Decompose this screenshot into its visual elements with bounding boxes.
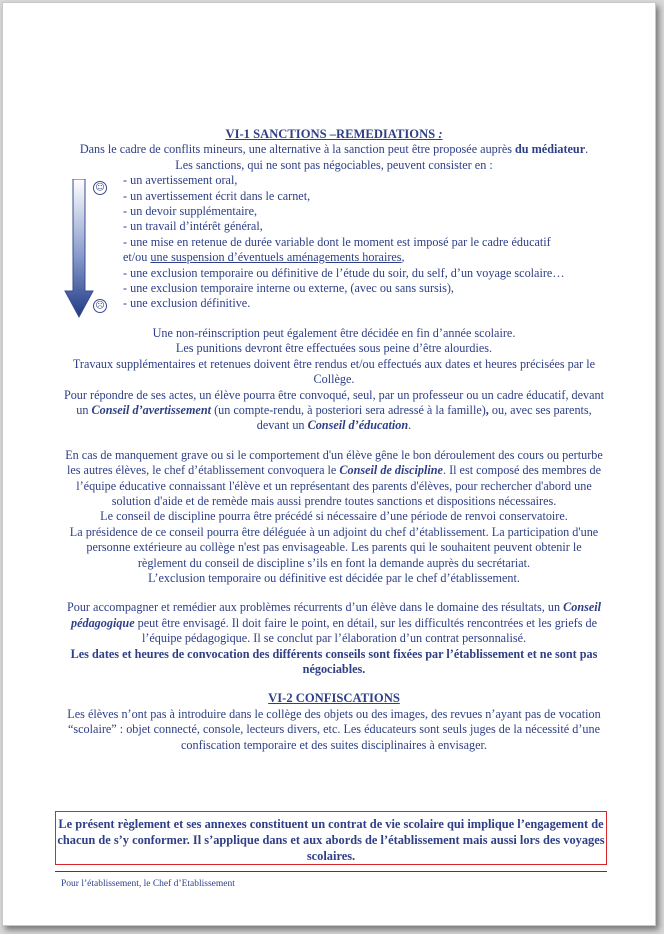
paragraph-conseil-discipline: En cas de manquement grave ou si le comportement d'un élève gêne le bon déroulement des cours ou perturbe les autres élèves, le chef d’établissement convoquera le Conseil de discipline. Il est composé des membres de l’équipe éducative connaissant l'élève et un représentant des parents d'élèves, pour rechercher d'abord une solution d'aide et de remède mais aussi prendre toutes sanctions et dispositions nécessaires. — [65, 447, 603, 508]
paragraph-confiscations: Les élèves n’ont pas à introduire dans le collège des objets ou des images, des revues n’ayant pas de vocation “scolaire” : objet connecté, console, lecteurs divers, etc. Les éducateurs sont seuls juges de la nécessité d’une confiscation temporaire et des suites disciplinaires à envisager. — [67, 706, 601, 752]
paragraph: Les punitions devront être effectuées sous peine d’être alourdies. — [175, 341, 493, 356]
sanctions-lead: Les sanctions, qui ne sont pas négociables, peuvent consister en : — [175, 157, 493, 172]
paragraph-conseil-avertissement: Pour répondre de ses actes, un élève pourra être convoqué, seul, par un professeur ou un cadre éducatif, devant un Conseil d’avertissement (un compte-rendu, à posteriori sera adressé à la famille), ou, avec ses parents, devant un Conseil d’éducation. — [63, 387, 605, 433]
footer-signature: Pour l’établissement, le Chef d’Etablissement — [61, 879, 235, 889]
sanction-item: - une exclusion temporaire ou définitive de l’étude du soir, du self, d’un voyage scolaire… — [123, 265, 565, 280]
paragraph: Travaux supplémentaires et retenues doivent être rendus et/ou effectués aux dates et heures précisées par le Collège. — [72, 356, 596, 387]
sanction-item: et/ou une suspension d’éventuels aménagements horaires, — [123, 250, 405, 265]
sanction-item: - un avertissement oral, — [123, 173, 238, 188]
sad-face-icon: ☹ — [93, 299, 107, 313]
section-title-confiscations: VI-2 CONFISCATIONS — [268, 691, 400, 706]
paragraph: Le conseil de discipline pourra être précédé si nécessaire d’une période de renvoi conservatoire. — [100, 509, 568, 524]
sanctions-intro: Dans le cadre de conflits mineurs, une alternative à la sanction peut être proposée auprès du médiateur. — [79, 142, 589, 157]
sanction-item: - un devoir supplémentaire, — [123, 204, 258, 219]
sanction-item: - un avertissement écrit dans le carnet, — [123, 188, 311, 203]
paragraph: Une non-réinscription peut également être décidée en fin d’année scolaire. — [152, 325, 516, 340]
sanction-item: - une exclusion temporaire interne ou externe, (avec ou sans sursis), — [123, 281, 454, 296]
divider — [55, 871, 607, 872]
paragraph-conseil-pedagogique: Pour accompagner et remédier aux problèmes récurrents d’un élève dans le domaine des résultats, un Conseil pédagogique peut être envisagé. Il doit faire le point, en détail, sur les difficultés rencontrées et les griefs de l’équipe pédagogique. Il se conclut par l’élaboration d’un contrat personnalisé. — [66, 600, 602, 646]
document-page — [2, 2, 656, 926]
paragraph: L’exclusion temporaire ou définitive est décidée par le chef d’établissement. — [148, 570, 520, 585]
sanctions-list — [95, 173, 607, 312]
document-body — [61, 127, 607, 753]
section-title-sanctions: VI-1 SANCTIONS –REMEDIATIONS : — [225, 127, 443, 141]
happy-face-icon: ☺ — [93, 181, 107, 195]
sanction-item: - une mise en retenue de durée variable dont le moment est imposé par le cadre éducatif — [123, 234, 551, 249]
paragraph: La présidence de ce conseil pourra être déléguée à un adjoint du chef d’établissement. La participation d'une personne extérieure au collège n'est pas envisageable. Les parents qui le souhaitent peuvent obtenir le règlement du conseil de discipline s’ils en font la demande auprès du secrétariat. — [69, 524, 599, 570]
severity-arrow — [63, 179, 113, 319]
sanction-item: - une exclusion définitive. — [123, 296, 251, 311]
sanction-item: - un travail d’intérêt général, — [123, 219, 263, 234]
paragraph-convocations: Les dates et heures de convocation des différents conseils sont fixées par l’établissement et ne sont pas négociables. — [70, 646, 598, 676]
final-notice-box: Le présent règlement et ses annexes constituent un contrat de vie scolaire qui implique l’engagement de chacun de s’y conformer. Il s’applique dans et aux abords de l’établissement mais aussi lors des voyages scolaires. — [55, 811, 607, 865]
